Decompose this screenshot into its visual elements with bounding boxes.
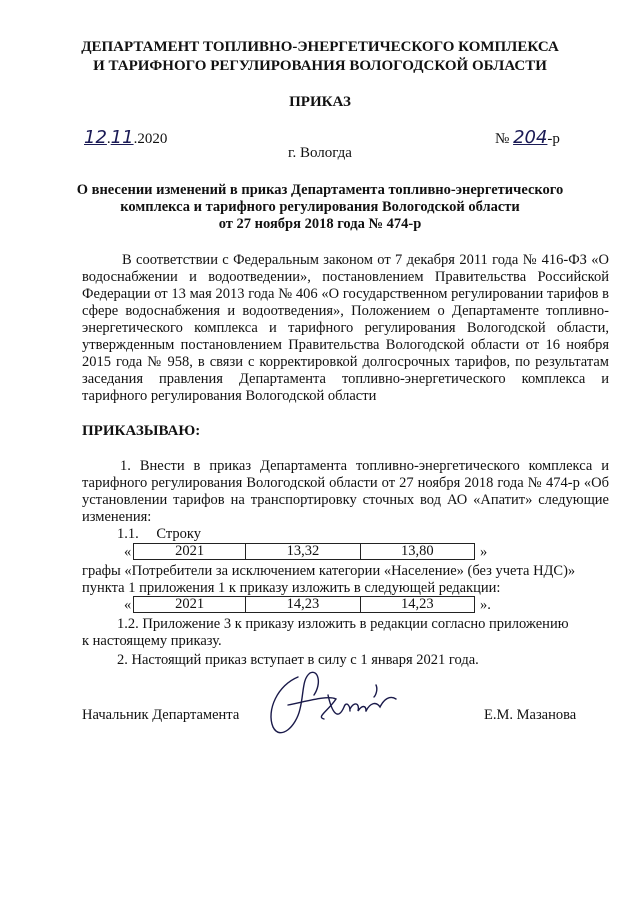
date-year: .2020 bbox=[133, 131, 168, 147]
tariff-row-new bbox=[133, 596, 475, 613]
subject-line-1: О внесении изменений в приказ Департамента топливно-энергетического bbox=[76, 182, 564, 198]
quote-open-1: « bbox=[124, 544, 132, 560]
date-sep: . bbox=[106, 131, 111, 147]
old-value-2: 13,80 bbox=[360, 544, 474, 560]
item-1: 1. Внести в приказ Департамента топливно-энергетического комплекса и тарифного регулирования Вологодской области от 27 ноября 2018 года № 474-р «Об установлении тарифов на транспортировку сточных вод АО «Апатит» следующие изменения: bbox=[82, 458, 609, 525]
mid-text-line-1: графы «Потребители за исключением категории «Население» (без учета НДС)» bbox=[82, 563, 576, 579]
item-1-2-line-1: 1.2. Приложение 3 к приказу изложить в редакции согласно приложению bbox=[117, 616, 569, 632]
number-suffix: -р bbox=[547, 131, 560, 147]
order-word: ПРИКАЗЫВАЮ: bbox=[82, 423, 201, 439]
signature-role: Начальник Департамента bbox=[82, 707, 240, 723]
header-line-2: И ТАРИФНОГО РЕГУЛИРОВАНИЯ ВОЛОГОДСКОЙ ОБЛАСТИ bbox=[93, 58, 547, 74]
new-value-1: 14,23 bbox=[246, 597, 360, 613]
quote-close-1: » bbox=[480, 544, 488, 560]
mid-text bbox=[82, 563, 609, 597]
subject bbox=[70, 182, 570, 233]
old-value-1: 13,32 bbox=[246, 544, 360, 560]
tariff-row-old bbox=[133, 543, 475, 560]
new-value-2: 14,23 bbox=[360, 597, 474, 613]
preamble: В соответствии с Федеральным законом от 7 декабря 2011 года № 416-ФЗ «О водоснабжении и водоотведении», постановлением Правительства Российской Федерации от 13 мая 2013 года № 406 «О государственном регулировании тарифов в сфере водоснабжения и водоотведения», Положением о Департаменте топливно-энергетического комплекса и тарифного регулирования Вологодской области, утвержденным постановлением Правительства Вологодской области от 16 ноября 2015 года № 958, в связи с корректировкой долгосрочных тарифов, по результатам заседания правления Департамента топливно-энергетического комплекса и тарифного регулирования Вологодской области bbox=[82, 252, 609, 404]
item-1-2-line-2: к настоящему приказу. bbox=[82, 633, 222, 649]
quote-close-2: ». bbox=[480, 597, 491, 613]
city: г. Вологда bbox=[288, 145, 352, 161]
item-1-1-label: 1.1. bbox=[117, 526, 139, 542]
subject-line-3: от 27 ноября 2018 года № 474-р bbox=[218, 216, 422, 232]
number-prefix: № bbox=[495, 131, 514, 147]
old-year: 2021 bbox=[134, 544, 246, 560]
subject-line-2: комплекса и тарифного регулирования Вологодской области bbox=[120, 199, 520, 215]
doc-type: ПРИКАЗ bbox=[289, 94, 351, 110]
number-value: 204 bbox=[513, 127, 548, 148]
quote-open-2: « bbox=[124, 597, 132, 613]
item-2: 2. Настоящий приказ вступает в силу с 1 января 2021 года. bbox=[117, 652, 479, 668]
date-month: 11 bbox=[110, 127, 134, 148]
item-1-1-text: Строку bbox=[156, 526, 201, 542]
handwritten-signature bbox=[258, 665, 408, 745]
new-year: 2021 bbox=[134, 597, 246, 613]
mid-text-line-2: пункта 1 приложения 1 к приказу изложить в следующей редакции: bbox=[82, 580, 501, 596]
item-1-1 bbox=[117, 526, 201, 543]
department-header bbox=[40, 38, 600, 76]
header-line-1: ДЕПАРТАМЕНТ ТОПЛИВНО-ЭНЕРГЕТИЧЕСКОГО КОМПЛЕКСА bbox=[81, 39, 559, 55]
date-day: 12 bbox=[84, 127, 107, 148]
signature-name: Е.М. Мазанова bbox=[484, 707, 577, 723]
